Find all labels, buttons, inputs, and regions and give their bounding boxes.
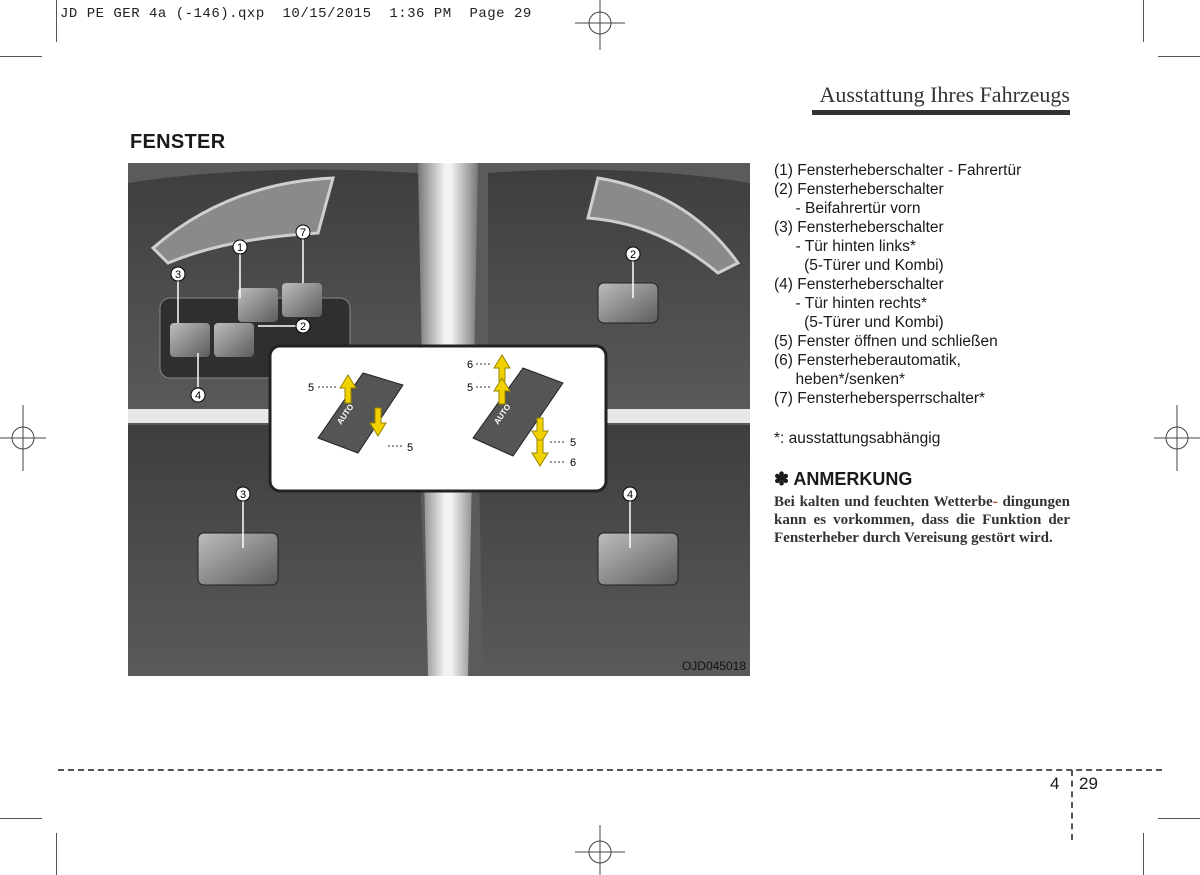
inset-label-5-left-down: 5 <box>406 442 414 454</box>
registration-mark-left-icon <box>0 405 46 471</box>
auto-label-left: AUTO <box>335 402 356 427</box>
running-header: Ausstattung Ihres Fahrzeugs <box>819 82 1070 107</box>
registration-mark-top-icon <box>570 0 630 50</box>
legend-item: (7) Fensterhebersperrschalter* <box>774 390 986 407</box>
callout-2: 2 <box>299 321 307 333</box>
legend-item: (2) Fensterheberschalter <box>774 181 944 198</box>
footer-divider <box>1071 770 1073 840</box>
page-number: 29 <box>1079 774 1098 793</box>
auto-label-right: AUTO <box>492 402 513 427</box>
legend-item: (5-Türer und Kombi) <box>774 314 944 331</box>
callout-4: 4 <box>194 390 202 402</box>
legend-item: (3) Fensterheberschalter <box>774 219 944 236</box>
callout-4-rear: 4 <box>626 489 634 501</box>
header-rule <box>812 110 1070 115</box>
footnote: *: ausstattungsabhängig <box>774 430 941 447</box>
legend-item: (4) Fensterheberschalter <box>774 276 944 293</box>
callout-2-right: 2 <box>629 249 637 261</box>
legend-item: (5-Türer und Kombi) <box>774 257 944 274</box>
callout-7: 7 <box>299 227 307 239</box>
callout-3-rear: 3 <box>239 489 247 501</box>
section-title: FENSTER <box>130 131 226 153</box>
registration-mark-bottom-icon <box>570 825 630 875</box>
legend-list <box>774 161 1074 408</box>
callout-3: 3 <box>174 269 182 281</box>
legend-item: heben*/senken* <box>774 371 905 388</box>
footer-rule <box>58 769 1162 771</box>
legend-item: - Tür hinten rechts* <box>774 295 928 312</box>
legend-item: (6) Fensterheberautomatik, <box>774 352 961 369</box>
callout-layer <box>128 163 750 676</box>
inset-label-6-right-down: 6 <box>569 457 577 469</box>
inset-label-5-right-down: 5 <box>569 437 577 449</box>
figure-code: OJD045018 <box>681 659 746 673</box>
note-body-start: Bei kalten und feuchten Wetterbe <box>774 494 993 510</box>
note-body-end: dingungen kann es vorkommen, dass die Funktion der Fensterheber durch Vereisung gestört wird. <box>774 494 1071 546</box>
callout-1: 1 <box>236 242 244 254</box>
inset-label-6-right-up: 6 <box>466 359 474 371</box>
printer-slug: JD PE GER 4a (-146).qxp 10/15/2015 1:36 PM Page 29 <box>60 6 532 22</box>
legend-item: (1) Fensterheberschalter - Fahrertür <box>774 162 1022 179</box>
registration-mark-right-icon <box>1154 405 1200 471</box>
note-title: ✽ ANMERKUNG <box>774 469 913 489</box>
note-hyphen: - <box>992 494 998 510</box>
note-body <box>774 493 1070 547</box>
window-switch-illustration <box>128 163 750 676</box>
legend-item: - Tür hinten links* <box>774 238 916 255</box>
inset-label-5-right-up: 5 <box>466 382 474 394</box>
inset-label-5-left-up: 5 <box>307 382 315 394</box>
legend-item: (5) Fenster öffnen und schließen <box>774 333 998 350</box>
chapter-number: 4 <box>1050 774 1060 793</box>
legend-item: - Beifahrertür vorn <box>774 200 921 217</box>
